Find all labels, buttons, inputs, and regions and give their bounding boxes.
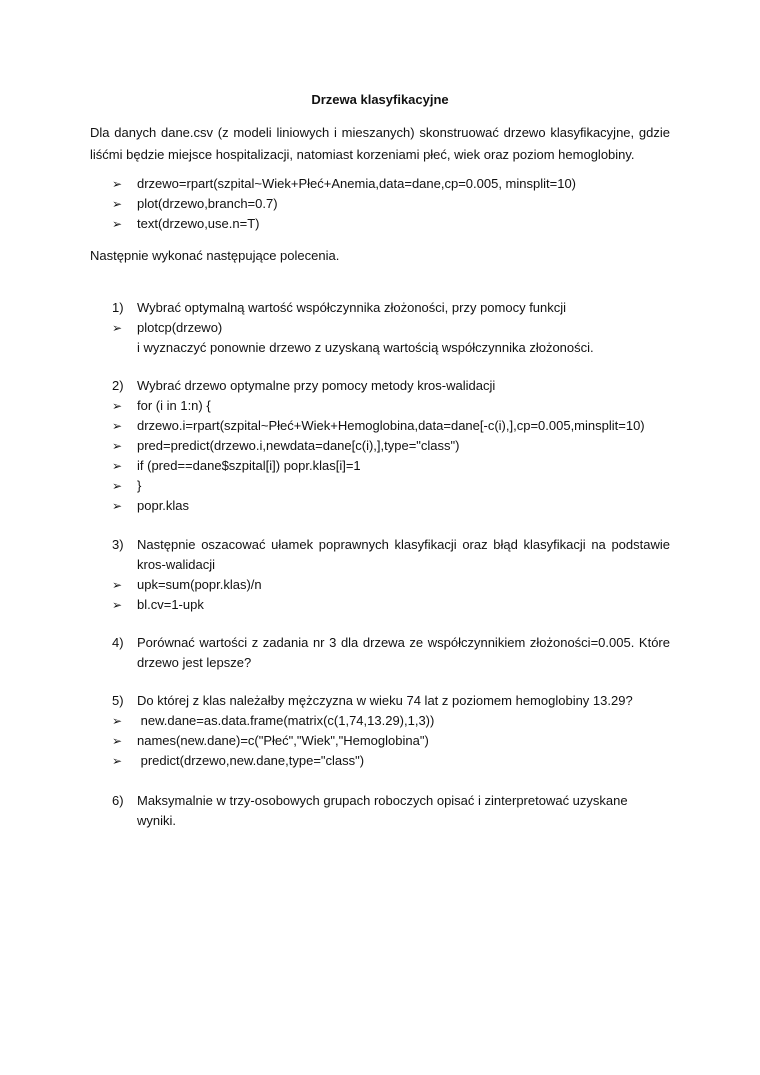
code-text: pred=predict(drzewo.i,newdata=dane[c(i),],type="class"): [137, 438, 460, 453]
task-number: 6): [112, 793, 124, 808]
code-line: [90, 456, 670, 476]
task-text: Maksymalnie w trzy-osobowych grupach roboczych opisać i zinterpretować uzyskane wyniki.: [137, 793, 628, 828]
arrow-bullet-icon: ➢: [112, 578, 123, 592]
code-line: [90, 396, 670, 416]
code-text: drzewo=rpart(szpital~Wiek+Płeć+Anemia,data=dane,cp=0.005, minsplit=10): [137, 176, 576, 191]
code-text: plot(drzewo,branch=0.7): [137, 196, 278, 211]
code-line: [90, 194, 670, 214]
next-instructions-line: Następnie wykonać następujące polecenia.: [90, 248, 340, 263]
task-number: 2): [112, 378, 124, 393]
arrow-bullet-icon: ➢: [112, 197, 123, 211]
task-1-code-list: [90, 318, 670, 338]
code-line: [90, 751, 670, 771]
arrow-bullet-icon: ➢: [112, 217, 123, 231]
task-number: 3): [112, 537, 124, 552]
code-line: [90, 214, 670, 234]
task-text: Porównać wartości z zadania nr 3 dla drzewa ze współczynnikiem złożoności=0.005. Które drzewo jest lepsze?: [137, 635, 670, 670]
arrow-bullet-icon: ➢: [112, 479, 123, 493]
code-line: [90, 416, 670, 436]
setup-code-list: [90, 174, 670, 234]
arrow-bullet-icon: ➢: [112, 419, 123, 433]
task-4: [90, 633, 670, 673]
task-3: [90, 535, 670, 575]
task-5: [90, 691, 670, 711]
task-text: Wybrać drzewo optymalne przy pomocy metody kros-walidacji: [137, 378, 496, 393]
arrow-bullet-icon: ➢: [112, 321, 123, 335]
task-5-code-list: [90, 711, 670, 771]
task-3-code-list: [90, 575, 670, 615]
arrow-bullet-icon: ➢: [112, 459, 123, 473]
document-title: Drzewa klasyfikacyjne: [311, 92, 449, 107]
task-text: Do której z klas należałby mężczyzna w wieku 74 lat z poziomem hemoglobiny 13.29?: [137, 693, 633, 708]
arrow-bullet-icon: ➢: [112, 754, 123, 768]
task-2-code-list: [90, 396, 670, 516]
arrow-bullet-icon: ➢: [112, 399, 123, 413]
task-text: Następnie oszacować ułamek poprawnych klasyfikacji oraz błąd klasyfikacji na podstawie kros-walidacji: [137, 537, 670, 572]
code-text: names(new.dane)=c("Płeć","Wiek","Hemoglobina"): [137, 733, 429, 748]
code-text: predict(drzewo,new.dane,type="class"): [137, 753, 365, 768]
code-text: popr.klas: [137, 498, 190, 513]
task-number: 4): [112, 635, 124, 650]
code-text: if (pred==dane$szpital[i]) popr.klas[i]=1: [137, 458, 361, 473]
code-text: drzewo.i=rpart(szpital~Płeć+Wiek+Hemoglobina,data=dane[-c(i),],cp=0.005,minsplit=10): [137, 418, 645, 433]
arrow-bullet-icon: ➢: [112, 177, 123, 191]
code-line: [90, 436, 670, 456]
code-line: [90, 731, 670, 751]
arrow-bullet-icon: ➢: [112, 598, 123, 612]
code-text: plotcp(drzewo): [137, 320, 223, 335]
task-number: 1): [112, 300, 124, 315]
code-line: [90, 476, 670, 496]
arrow-bullet-icon: ➢: [112, 499, 123, 513]
task-1: [90, 298, 670, 318]
code-text: new.dane=as.data.frame(matrix(c(1,74,13.29),1,3)): [137, 713, 435, 728]
intro-paragraph: Dla danych dane.csv (z modeli liniowych i mieszanych) skonstruować drzewo klasyfikacyjne, gdzie liśćmi będzie miejsce hospitalizacji, natomiast korzeniami płeć, wiek oraz poziom hemoglobiny.: [90, 125, 670, 162]
code-line: [90, 595, 670, 615]
arrow-bullet-icon: ➢: [112, 714, 123, 728]
code-text: upk=sum(popr.klas)/n: [137, 577, 262, 592]
task-6: [90, 791, 670, 828]
arrow-bullet-icon: ➢: [112, 439, 123, 453]
code-line: [90, 711, 670, 731]
code-line: [90, 575, 670, 595]
code-line: [90, 174, 670, 194]
task-1-after-text: i wyznaczyć ponownie drzewo z uzyskaną wartością współczynnika złożoności.: [137, 340, 594, 355]
arrow-bullet-icon: ➢: [112, 734, 123, 748]
task-text: Wybrać optymalną wartość współczynnika złożoności, przy pomocy funkcji: [137, 300, 567, 315]
code-text: }: [137, 478, 142, 493]
code-text: text(drzewo,use.n=T): [137, 216, 260, 231]
code-text: bl.cv=1-upk: [137, 597, 204, 612]
task-number: 5): [112, 693, 124, 708]
code-line: [90, 318, 670, 338]
task-2: [90, 376, 670, 396]
code-line: [90, 496, 670, 516]
code-text: for (i in 1:n) {: [137, 398, 211, 413]
